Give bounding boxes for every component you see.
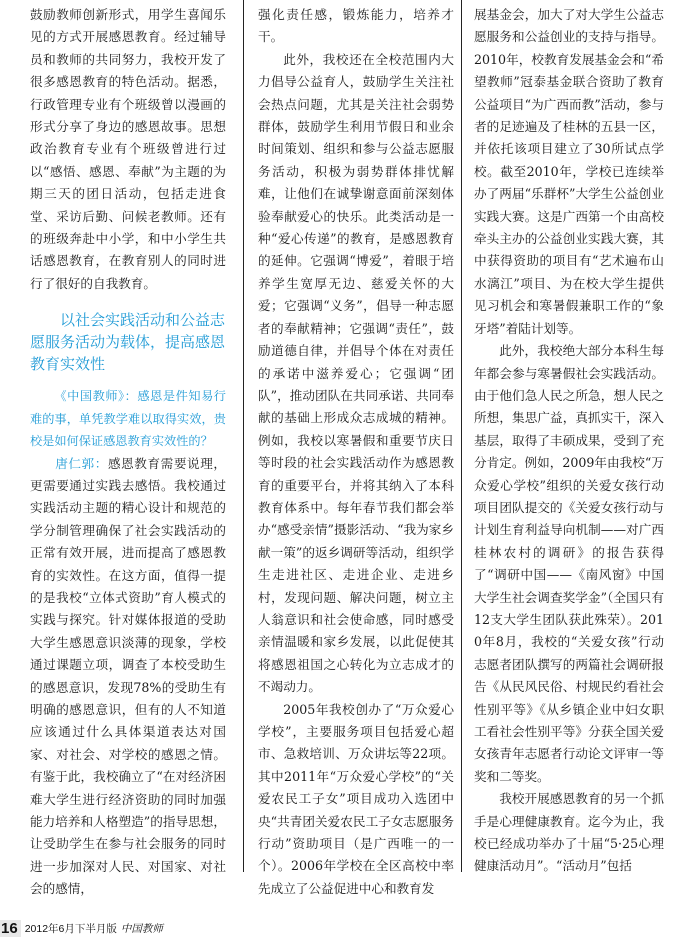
column-middle — [258, 4, 454, 900]
page-footer — [0, 916, 163, 940]
paragraph: 鼓励教师创新形式，用学生喜闻乐见的方式开展感恩教育。经过辅导员和教师的共同努力，我校开发了很多感恩教育的特色活动。据悉，行政管理专业有个班级曾以漫画的形式分享了身边的感恩故事。思想政治教育专业有个班级曾进行过以“感悟、感恩、奉献”为主题的为期三天的团日活动，包括走进食堂、采访后勤、问候老教师。还有的班级奔赴中小学，和中小学生共话感恩教育，在教育别人的同时进行了很好的自我教育。 — [30, 7, 226, 291]
interview-question: 《中国教师》：感恩是件知易行难的事，单凭教学难以取得实效，贵校是如何保证感恩教育实效性的？ — [30, 389, 226, 449]
paragraph: 展基金会，加大了对大学生公益志愿服务和公益创业的支持与指导。2010年，校教育发展基金会和“希望教师”冠泰基金联合资助了教育公益项目“为广西而教”活动，参与者的足迹遍及了桂林的五县一区，并依托该项目建立了30所试点学校。截至2010年，学校已连续举办了两届“乐群杯”大学生公益创业实践大赛。这是广西第一个由高校牵头主办的公益创业实践大赛，其中获得资助的项目有“艺术遍布山水漓江”项目、为在校大学生提供见习机会和寒暑假兼职工作的“象牙塔”着陆计划等。 — [474, 7, 664, 336]
paragraph: 2005年我校创办了“万众爱心学校”，主要服务项目包括爱心超市、急救培训、万众讲坛等22项。其中2011年“万众爱心学校”的“关爱农民工子女”项目成功入选团中央“共青团关爱农民工子女志愿服务行动”资助项目（是广西唯一的一个）。2006年学校在全区高校中率先成立了公益促进中心和教育发 — [258, 701, 454, 896]
issue-date: 2012年6月下半月版 — [24, 922, 117, 935]
paragraph: 我校开展感恩教育的另一个抓手是心理健康教育。迄今为止，我校已经成功举办了十届“5·25心理健康活动月”。“活动月”包括 — [474, 791, 664, 874]
paragraph: 强化责任感，锻炼能力，培养才干。 — [258, 7, 454, 45]
column-divider-1 — [243, 0, 244, 872]
paragraph: 此外，我校绝大部分本科生每年都会参与寒暑假社会实践活动。由于他们急人民之所急，想人民之所想，集思广益，真抓实干，深入基层，取得了丰硕成果，受到了充分肯定。例如，2009年由我校“万众爱心学校”组织的关爱女孩行动项目团队提交的《关爱女孩行动与计划生育利益导向机制——对广西桂林农村的调研》的报告获得了“调研中国——《南风窗》中国大学生社会调查奖学金”（全国只有12支大学生团队获此殊荣）。2010年8月，我校的“关爱女孩”行动志愿者团队撰写的两篇社会调研报告《从民风民俗、村规民约看社会性别平等》《从乡镇企业中妇女职工看社会性别平等》分获全国关爱女孩青年志愿者行动论文评审一等奖和二等奖。 — [474, 343, 664, 784]
section-heading: 以社会实践活动和公益志愿服务活动为载体，提高感恩教育实效性 — [30, 311, 226, 374]
paragraph: 此外，我校还在全校范围内大力倡导公益育人，鼓励学生关注社会热点问题，尤其是关注社会弱势群体，鼓励学生利用节假日和业余时间策划、组织和参与公益志愿服务活动，积极为弱势群体排忧解难，让他们在诚挚谢意面前深刻体验奉献爱心的快乐。此类活动是一种“爱心传递”的教育，是感恩教育的延伸。它强调“博爱”，着眼于培养学生宽厚无边、慈爱关怀的大爱；它强调“义务”，倡导一种志愿者的奉献精神；它强调“责任”，鼓励道德自律，并倡导个体在对责任的承诺中滋养爱心；它强调“团队”，推动团队在共同承诺、共同奉献的基础上形成众志成城的精神。例如，我校以寒暑假和重要节庆日等时段的社会实践活动作为感恩教育的重要平台，并将其纳入了本科教育体系中。每年春节我们都会举办“感受亲情”摄影活动、“我为家乡献一策”的返乡调研等活动，组织学生走进社区、走进企业、走进乡村，发现问题、解决问题，树立主人翁意识和社会使命感，同时感受亲情温暖和家乡发展，以此促使其将感恩祖国之心转化为立志成才的不竭动力。 — [258, 51, 454, 695]
page-number: 16 — [0, 920, 21, 937]
interview-answer — [30, 453, 226, 901]
speaker-name: 唐仁郭： — [55, 455, 108, 471]
magazine-name: 中国教师 — [120, 922, 163, 935]
column-right — [474, 4, 664, 878]
column-divider-2 — [461, 0, 462, 872]
answer-text: 感恩教育需要说理，更需要通过实践去感悟。我校通过实践活动主题的精心设计和规范的学分制管理确保了社会实践活动的正常有效开展，进而提高了感恩教育的实效性。在这方面，值得一提的是我校“立体式资助”育人模式的实践与探究。针对媒体报道的受助大学生感恩意识淡薄的现象，学校通过课题立项，调查了本校受助生的感恩意识，发现78%的受助生有明确的感恩意识，但有的人不知道应该通过什么具体渠道表达对国家、对社会、对学校的感恩之情。有鉴于此，我校确立了“在对经济困难大学生进行经济资助的同时加强能力培养和人格塑造”的指导思想，让受助学生在参与社会服务的同时进一步加深对人民、对国家、对社会的感情， — [30, 455, 227, 897]
column-left — [30, 4, 226, 901]
